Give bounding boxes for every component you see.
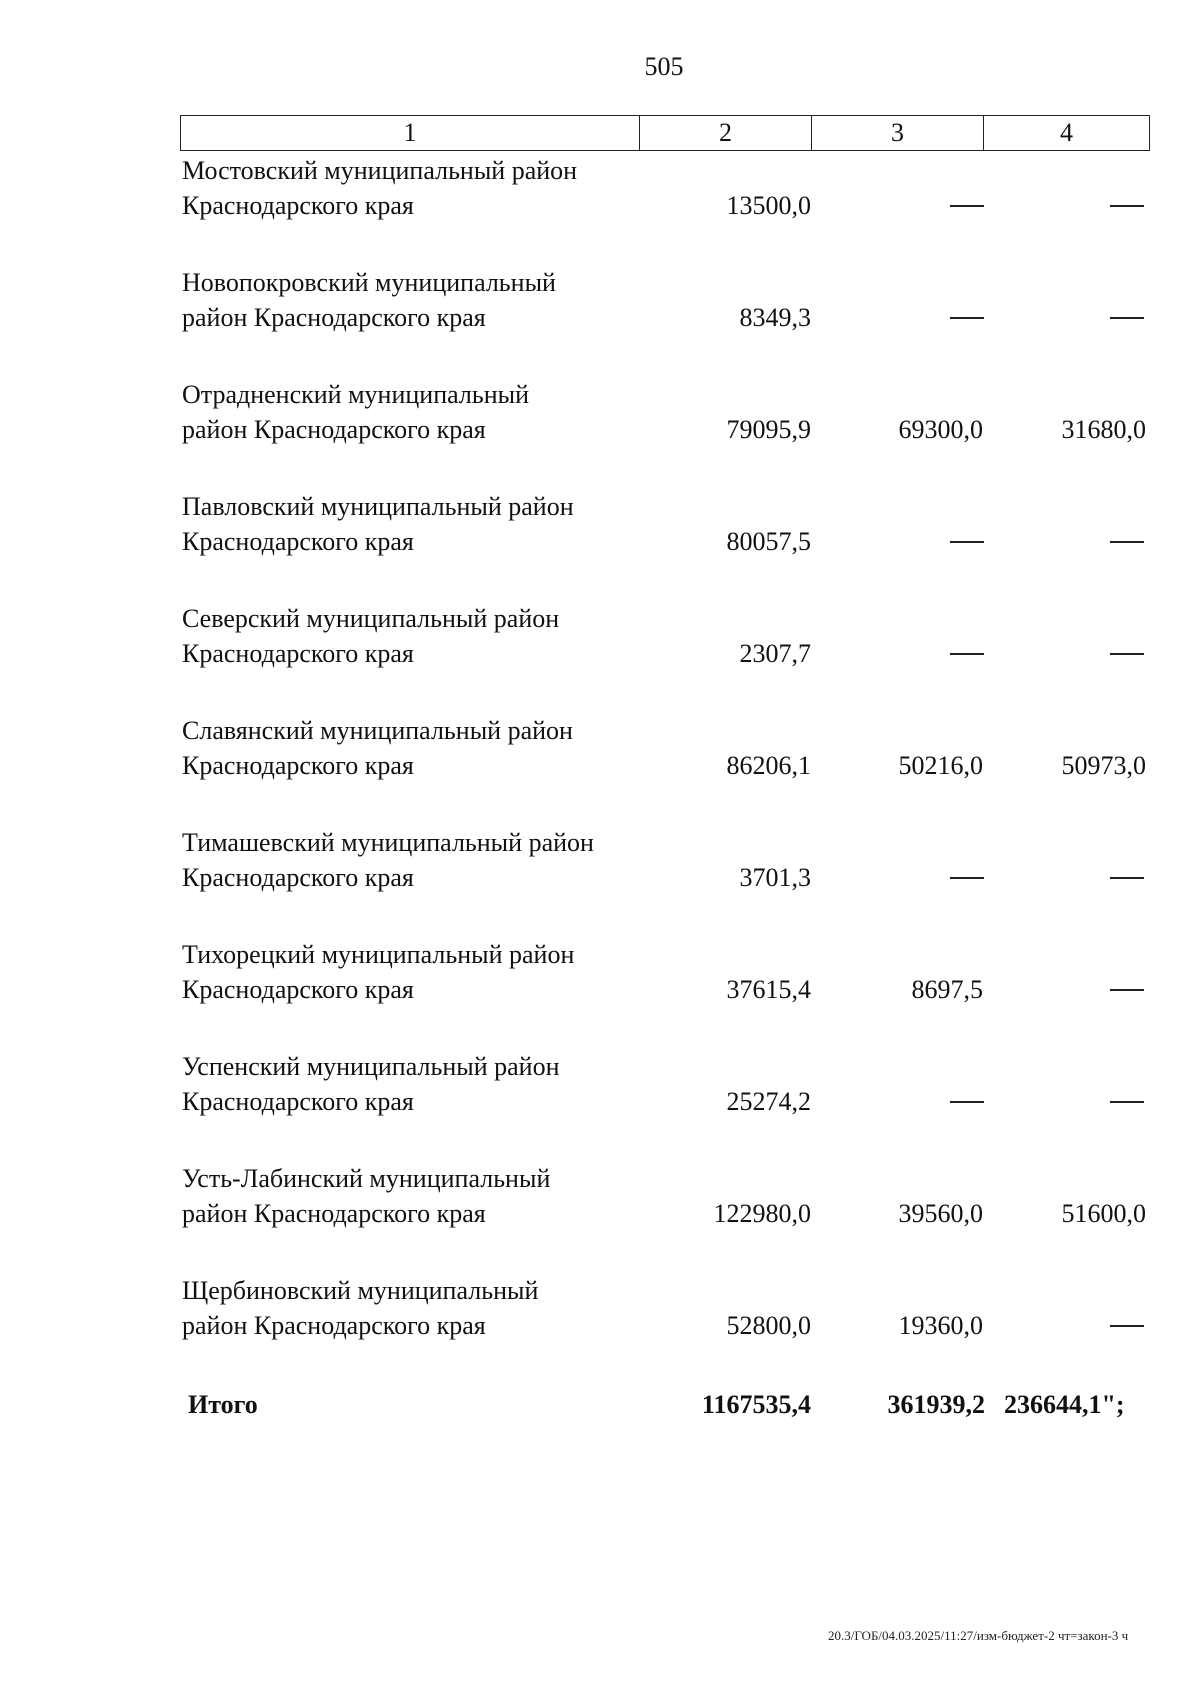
district-name-line2: Краснодарского края: [182, 527, 414, 556]
empty-value-dash: [950, 541, 984, 543]
total-row: [180, 1387, 1180, 1427]
district-name-line1: Северский муниципальный район: [182, 604, 560, 633]
empty-value-dash: [1110, 653, 1144, 655]
total-col2: 1167535,4: [701, 1390, 811, 1419]
header-cell-3: 3: [812, 116, 984, 150]
value-col2: 52800,0: [726, 1311, 811, 1340]
table-row: [180, 1049, 1150, 1129]
table-row: [180, 153, 1150, 233]
district-name-line1: Тихорецкий муниципальный район: [182, 940, 575, 969]
empty-value-dash: [950, 1101, 984, 1103]
value-col2: 8349,3: [739, 303, 811, 332]
value-col2: 25274,2: [726, 1087, 811, 1116]
total-col3: 361939,2: [887, 1390, 985, 1419]
district-name: [182, 153, 642, 223]
district-name-line2: район Краснодарского края: [182, 415, 486, 444]
district-name: [182, 601, 642, 671]
page-number: 505: [644, 52, 684, 81]
table-row: [180, 937, 1150, 1017]
empty-value-dash: [1110, 317, 1144, 319]
district-name-line1: Мостовский муниципальный район: [182, 156, 578, 185]
district-name-line2: Краснодарского края: [182, 863, 414, 892]
value-col2: 80057,5: [726, 527, 811, 556]
district-name: [182, 1049, 642, 1119]
value-col2: 13500,0: [726, 191, 811, 220]
district-name: [182, 1161, 642, 1231]
empty-value-dash: [1110, 541, 1144, 543]
value-col2: 3701,3: [739, 863, 811, 892]
district-name-line2: Краснодарского края: [182, 751, 414, 780]
district-name-line1: Успенский муниципальный район: [182, 1052, 560, 1081]
value-col4: 50973,0: [1061, 751, 1146, 780]
empty-value-dash: [950, 653, 984, 655]
table-row: [180, 377, 1150, 457]
district-name-line1: Славянский муниципальный район: [182, 716, 573, 745]
total-label: Итого: [188, 1390, 258, 1419]
district-name: [182, 937, 642, 1007]
value-col2: 122980,0: [713, 1199, 811, 1228]
district-name-line1: Щербиновский муниципальный: [182, 1276, 539, 1305]
value-col3: 50216,0: [898, 751, 983, 780]
footer-stamp: 20.3/ГОБ/04.03.2025/11:27/изм-бюджет-2 чт=закон-3 ч: [828, 1628, 1129, 1643]
district-name-line1: Отрадненский муниципальный: [182, 380, 530, 409]
value-col4: 31680,0: [1061, 415, 1146, 444]
value-col4: 51600,0: [1061, 1199, 1146, 1228]
district-name-line2: Краснодарского края: [182, 1087, 414, 1116]
district-name: [182, 489, 642, 559]
district-name: [182, 825, 642, 895]
district-name-line2: Краснодарского края: [182, 975, 414, 1004]
district-name-line1: Усть-Лабинский муниципальный: [182, 1164, 551, 1193]
value-col2: 79095,9: [726, 415, 811, 444]
value-col3: 39560,0: [898, 1199, 983, 1228]
value-col2: 86206,1: [726, 751, 811, 780]
district-name-line1: Павловский муниципальный район: [182, 492, 574, 521]
district-name-line1: Тимашевский муниципальный район: [182, 828, 594, 857]
empty-value-dash: [1110, 1325, 1144, 1327]
value-col3: 8697,5: [911, 975, 983, 1004]
table-row: [180, 489, 1150, 569]
district-name-line2: район Краснодарского края: [182, 1199, 486, 1228]
district-name: [182, 1273, 642, 1343]
district-name-line2: район Краснодарского края: [182, 1311, 486, 1340]
empty-value-dash: [950, 317, 984, 319]
value-col2: 37615,4: [726, 975, 811, 1004]
table-row: [180, 265, 1150, 345]
header-cell-2: 2: [640, 116, 812, 150]
empty-value-dash: [1110, 989, 1144, 991]
district-name-line1: Новопокровский муниципальный: [182, 268, 556, 297]
header-cell-1: 1: [181, 116, 640, 150]
table-header: [180, 115, 1150, 151]
table-row: [180, 713, 1150, 793]
table-row: [180, 1161, 1150, 1241]
district-name-line2: Краснодарского края: [182, 639, 414, 668]
district-name-line2: район Краснодарского края: [182, 303, 486, 332]
empty-value-dash: [1110, 877, 1144, 879]
value-col3: 69300,0: [898, 415, 983, 444]
district-name: [182, 265, 642, 335]
district-name-line2: Краснодарского края: [182, 191, 414, 220]
header-cell-4: 4: [1060, 118, 1073, 147]
district-name: [182, 713, 642, 783]
empty-value-dash: [1110, 1101, 1144, 1103]
table-row: [180, 601, 1150, 681]
empty-value-dash: [950, 205, 984, 207]
value-col2: 2307,7: [739, 639, 811, 668]
value-col3: 19360,0: [898, 1311, 983, 1340]
district-name: [182, 377, 642, 447]
empty-value-dash: [1110, 205, 1144, 207]
table-row: [180, 1273, 1150, 1353]
total-col4: 236644,1";: [1004, 1390, 1125, 1419]
table-row: [180, 825, 1150, 905]
empty-value-dash: [950, 877, 984, 879]
